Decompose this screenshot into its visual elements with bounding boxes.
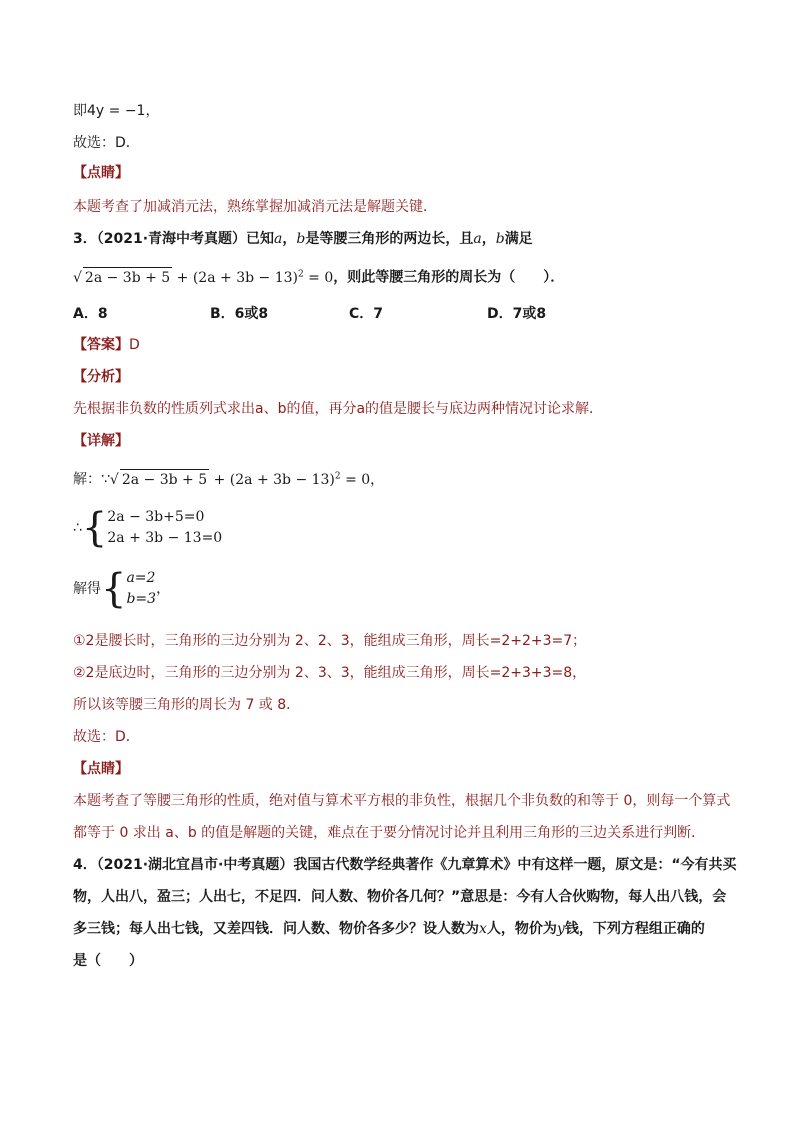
analysis-tag: 【分析】	[73, 369, 129, 385]
system-equations: ∴{ 2a − 3b+5=0 2a + 3b − 13=0	[73, 505, 223, 551]
solved-system: 解得{ a=2 b=3 ，	[73, 566, 171, 612]
prev-comment: 本题考查了加减消元法，熟练掌握加减消元法是解题关键．	[73, 199, 437, 215]
answer-value: D	[129, 337, 140, 353]
prev-dianjing-tag: 【点睛】	[73, 165, 129, 181]
q4-line-4: 是（ ）	[73, 953, 143, 969]
case-1: ①2是腰长时，三角形的三边分别为 2、2、3，能组成三角形，周长=2+2+3=7；	[73, 633, 587, 649]
answer-tag: 【答案】	[73, 337, 129, 353]
q4-line-1: 4．（2021·湖北宜昌市·中考真题）我国古代数学经典著作《九章算术》中有这样一题，原文是：“今有共买	[73, 857, 737, 873]
analysis-text: 先根据非负数的性质列式求出a、b的值，再分a的值是腰长与底边两种情况讨论求解．	[73, 401, 604, 417]
q3-equation: √ $2a - 3b + 5 + (2a + 3b - 13)^2 = 0$	[73, 270, 333, 286]
choose-line: 故选：D．	[73, 729, 140, 745]
q4-line-3: 多三钱；每人出七钱，又差四钱．问人数、物价各多少？设人数为x人，物价为y钱，下列方程组正确的	[73, 921, 705, 937]
prev-equation: 即4y = −1，	[73, 103, 160, 119]
prev-equation-line	[73, 101, 159, 121]
prev-choose-line: 故选：D．	[73, 135, 140, 151]
left-brace: {	[81, 505, 108, 551]
q4-line-2: 物，人出八，盈三；人出七，不足四．问人数、物价各几何？”意思是：今有人合伙购物，每人出八钱，会	[73, 889, 727, 905]
choice-c: C．7	[349, 306, 384, 322]
choice-b: B．6或8	[210, 306, 269, 322]
dianjing-tag: 【点睛】	[73, 761, 129, 777]
left-brace: {	[101, 566, 127, 612]
detail-tag: 【详解】	[73, 433, 129, 449]
q3-equation-line: √ $2a - 3b + 5 + (2a + 3b - 13)^2 = 0$，则此等腰三角形的周长为（ ）．	[73, 264, 564, 288]
case-2: ②2是底边时，三角形的三边分别为 2、3、3，能组成三角形，周长=2+3+3=8，	[73, 665, 587, 681]
comment-line-1: 本题考查了等腰三角形的性质，绝对值与算术平方根的非负性，根据几个非负数的和等于 0，则每一个算式	[73, 793, 731, 809]
solve-line: 解：∵√ $2a - 3b + 5 + (2a + 3b - 13)^2 = 0$，	[73, 466, 384, 490]
answer-line	[73, 335, 140, 355]
comment-line-2: 都等于 0 求出 a、b 的值是解题的关键，难点在于要分情况讨论并且利用三角形的三边关系进行判断．	[73, 825, 706, 841]
conclusion: 所以该等腰三角形的周长为 7 或 8．	[73, 697, 301, 713]
choice-d: D．7或8	[487, 306, 547, 322]
q3-stem: 3．（2021·青海中考真题）已知a，b是等腰三角形的两边长，且a，b满足	[73, 231, 533, 247]
choice-a: A．8	[73, 306, 108, 322]
